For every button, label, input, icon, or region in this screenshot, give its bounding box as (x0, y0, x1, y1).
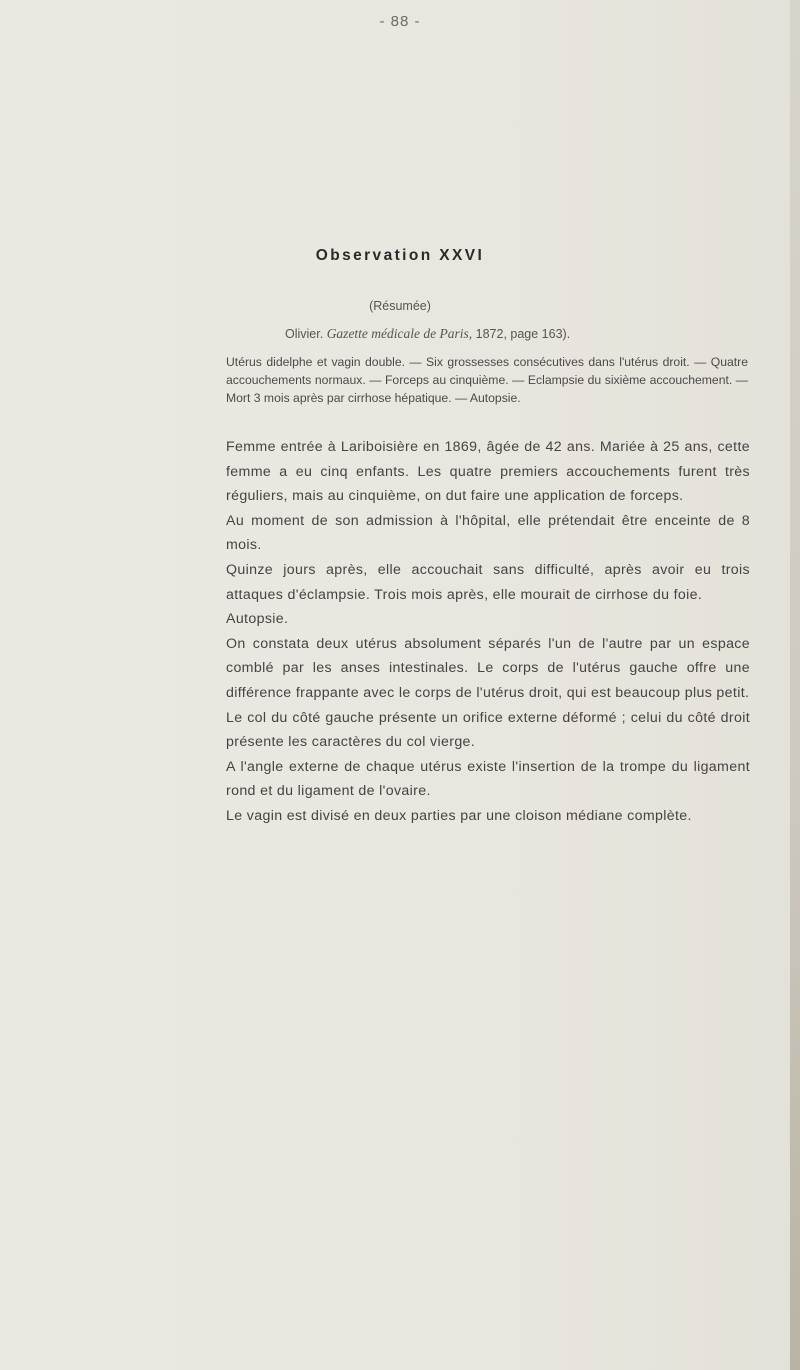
reference-details: 1872, page 163). (475, 327, 571, 341)
summary-label: (Résumée) (369, 299, 431, 313)
observation-title: Observation XXVI (315, 247, 485, 264)
reference-journal: Gazette médicale de Paris, (326, 326, 473, 341)
bibliographic-reference (285, 326, 570, 342)
case-body (226, 435, 750, 829)
paragraph-uteri: On constata deux utérus absolument séparés l'un de l'autre par un espace comblé par les anses intestinales. Le corps de l'utérus gauche offre une différence frappante avec le corps de l'utérus droit, qui est beaucoup plus petit. (226, 635, 750, 701)
paragraph-vagina: Le vagin est divisé en deux parties par une cloison médiane complète. (226, 807, 692, 824)
paragraph-insertions: A l'angle externe de chaque utérus existe l'insertion de la trompe du ligament rond et du ligament de l'ovaire. (226, 758, 750, 800)
paragraph-autopsy-heading: Autopsie. (226, 611, 289, 628)
case-abstract: Utérus didelphe et vagin double. — Six grossesses consécutives dans l'utérus droit. — Quatre accouchements normaux. — Forceps au cinquième. — Eclampsie du sixième accouchement. — Mort 3 mois après par cirrhose hépatique. — Autopsie. (226, 355, 748, 405)
reference-author: Olivier. (285, 327, 324, 341)
paragraph-admission: Au moment de son admission à l'hôpital, elle prétendait être enceinte de 8 mois. (226, 512, 750, 554)
page-number: - 88 - (379, 13, 421, 30)
paragraph-delivery: Quinze jours après, elle accouchait sans difficulté, après avoir eu trois attaques d'éclampsie. Trois mois après, elle mourait de cirrhose du foie. (226, 561, 750, 603)
paragraph-history: Femme entrée à Lariboisière en 1869, âgée de 42 ans. Mariée à 25 ans, cette femme a eu cinq enfants. Les quatre premiers accouchements furent très réguliers, mais au cinquième, on dut faire une application de forceps. (226, 439, 750, 505)
page-edge (790, 0, 800, 1370)
paragraph-cervix: Le col du côté gauche présente un orifice externe déformé ; celui du côté droit présente les caractères du col vierge. (226, 709, 750, 751)
